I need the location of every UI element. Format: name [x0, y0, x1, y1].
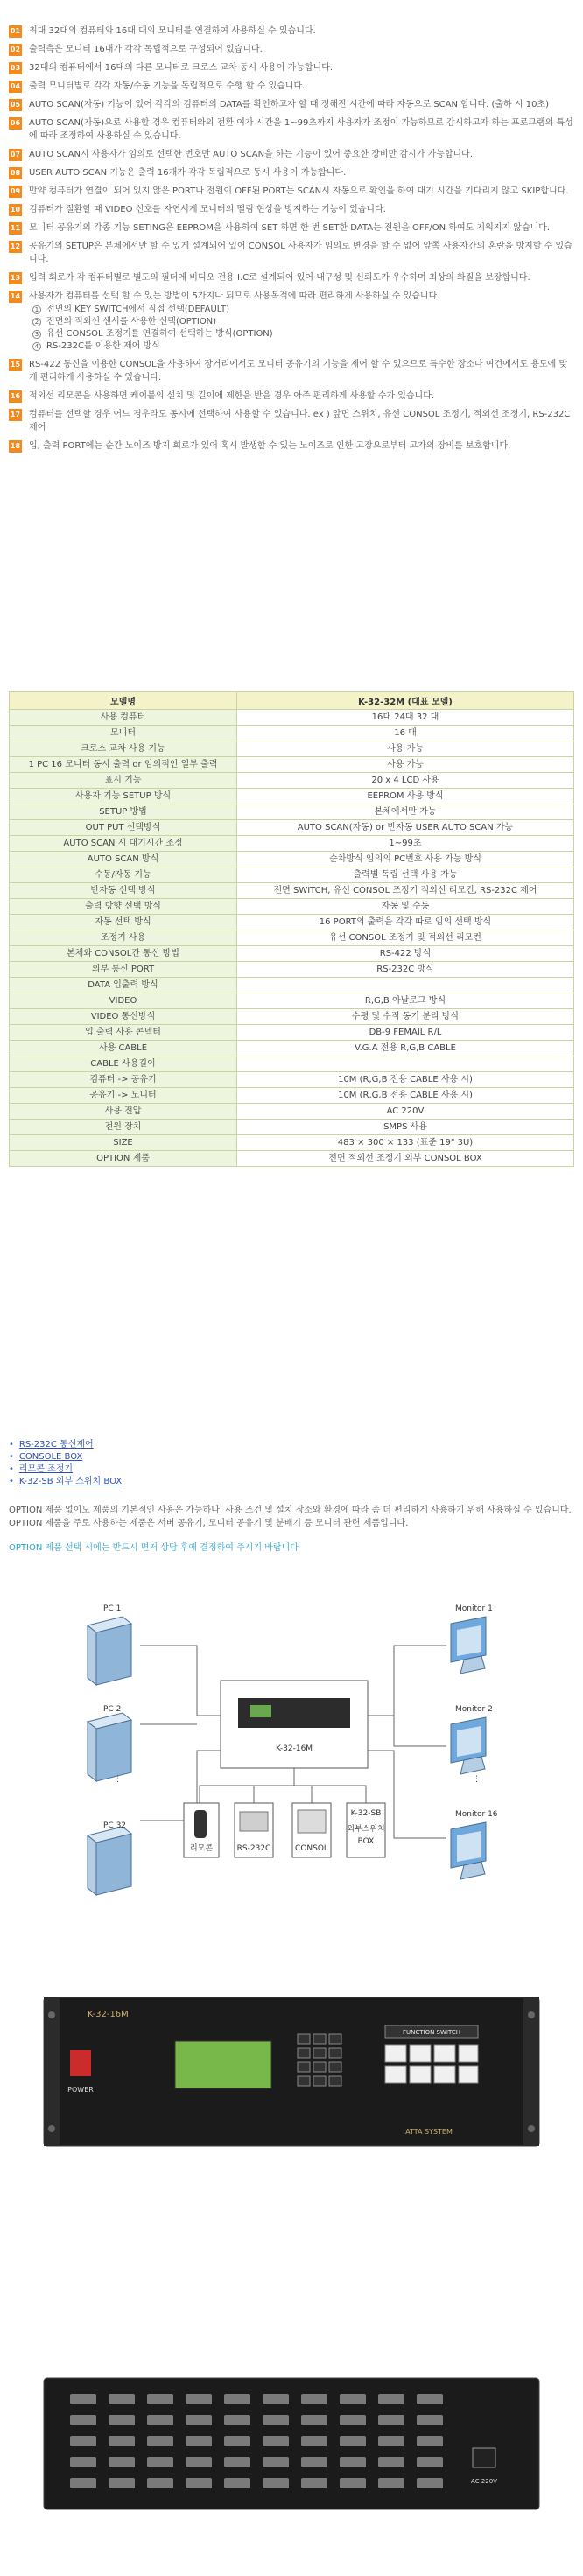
feature-item	[9, 221, 574, 235]
spec-row	[10, 741, 574, 757]
feature-sub-list	[29, 304, 439, 353]
spec-label: 표시 기능	[10, 773, 237, 789]
circled-number-icon: 3	[32, 330, 41, 339]
feature-item	[9, 185, 574, 198]
spec-value: 1~99초	[237, 836, 574, 852]
svg-text:BOX: BOX	[357, 1837, 375, 1846]
spec-value: R,G,B 아날로그 방식	[237, 993, 574, 1009]
rear-panel-photo	[35, 2361, 548, 2527]
spec-row	[10, 962, 574, 978]
vga-port-icon	[301, 2436, 327, 2446]
power-switch-icon	[70, 2050, 91, 2076]
spec-value: AC 220V	[237, 1104, 574, 1120]
monitor-2-icon	[451, 1717, 486, 1774]
vga-port-icon	[378, 2436, 404, 2446]
feature-list	[9, 25, 574, 458]
spec-label: AUTO SCAN 시 대기시간 조정	[10, 836, 237, 852]
spec-row	[10, 930, 574, 946]
vga-port-icon	[186, 2415, 212, 2425]
feature-number-badge: 09	[9, 186, 22, 198]
spec-label: 본체와 CONSOL간 통신 방법	[10, 946, 237, 962]
spec-row	[10, 1041, 574, 1056]
vga-port-icon	[417, 2436, 443, 2446]
circled-number-icon: 1	[32, 305, 41, 314]
vga-port-icon	[263, 2457, 289, 2467]
rear-voltage-label: AC 220V	[471, 2478, 497, 2485]
front-panel-photo	[35, 1980, 548, 2164]
spec-row	[10, 1104, 574, 1120]
vga-port-icon	[263, 2415, 289, 2425]
brand-label: ATTA SYSTEM	[405, 2128, 453, 2136]
spec-table-header	[10, 692, 574, 710]
spec-label: 사용 CABLE	[10, 1041, 237, 1056]
monitor-2-label: Monitor 2	[455, 1705, 493, 1714]
spec-label: OPTION 제품	[10, 1151, 237, 1167]
feature-text: 출력 모니터별로 각각 자동/수동 기능을 독립적으로 수행 할 수 있습니다.	[29, 81, 306, 91]
feature-text: 컴퓨터가 절환할 때 VIDEO 신호를 자연서게 모니터의 떨림 현상을 방지하는 기능이 있습니다.	[29, 205, 386, 214]
feature-item	[9, 25, 574, 38]
feature-sub-item	[29, 340, 439, 353]
vga-port-icon	[378, 2394, 404, 2404]
spec-label: OUT PUT 선택방식	[10, 820, 237, 836]
bullet-icon: •	[9, 1477, 14, 1486]
feature-text: 컴퓨터를 선택할 경우 어느 경우라도 동시에 선택하여 사용할 수 있습니다. ex ) 앞면 스위치, 유선 CONSOL 조정기, 적외선 조정기, RS-232C제어	[29, 410, 571, 432]
connection-diagram	[0, 1584, 583, 1961]
spec-value: SMPS 사용	[237, 1120, 574, 1135]
spec-value: 출력별 독립 선택 사용 가능	[237, 867, 574, 883]
feature-sub-text: 전면의 KEY SWITCH에서 직접 선택(DEFAULT)	[46, 305, 229, 314]
spec-row	[10, 978, 574, 993]
vga-port-icon	[301, 2415, 327, 2425]
feature-sub-text: 전면의 적외선 센서를 사용한 선택(OPTION)	[46, 317, 217, 326]
spec-label: 수동/자동 기능	[10, 867, 237, 883]
vga-port-icon	[109, 2478, 135, 2488]
circled-number-icon: 4	[32, 342, 41, 351]
feature-sub-item	[29, 328, 439, 340]
spec-row	[10, 820, 574, 836]
vga-port-icon	[301, 2394, 327, 2404]
vga-port-icon	[147, 2415, 173, 2425]
option-link-item	[9, 1439, 574, 1451]
spec-value: 전면 적외선 조정기 외부 CONSOL BOX	[237, 1151, 574, 1167]
rs232c-label: RS-232C	[236, 1844, 271, 1853]
spec-row	[10, 1135, 574, 1151]
feature-item	[9, 166, 574, 179]
function-switch-label: FUNCTION SWITCH	[402, 2029, 461, 2036]
svg-text:K-32-SB: K-32-SB	[350, 1809, 382, 1818]
feature-item	[9, 80, 574, 93]
spec-header-model: K-32-32M (대표 모델)	[237, 692, 574, 710]
feature-number-badge: 02	[9, 44, 22, 56]
feature-text: 공유기의 SETUP은 본체에서만 할 수 있게 설계되어 있어 CONSOL 사용자가 임의로 변경을 할 수 없어 앞쪽 사용자간의 혼란을 방지할 수 있습니다.	[29, 242, 572, 264]
pc-1-label: PC 1	[103, 1604, 122, 1613]
vga-port-icon	[417, 2457, 443, 2467]
pc-32-icon	[88, 1827, 131, 1895]
vga-port-icon	[70, 2394, 96, 2404]
feature-text: RS-422 통신을 이용한 CONSOL을 사용하여 장거리에서도 모니터 공유기의 기능을 제어 할 수 있으므로 특수한 장소나 여건에서도 용도에 맞게 편리하게 사용하실 수 있습니다.	[29, 360, 568, 383]
spec-value: 사용 가능	[237, 741, 574, 757]
feature-number-badge: 07	[9, 149, 22, 161]
spec-value: 10M (R,G,B 전용 CABLE 사용 시)	[237, 1072, 574, 1088]
vga-port-icon	[109, 2457, 135, 2467]
vga-port-icon	[224, 2394, 250, 2404]
feature-number-badge: 15	[9, 359, 22, 371]
feature-item	[9, 390, 574, 403]
feature-text: 출력측은 모니터 16대가 각각 독립적으로 구성되어 있습니다.	[29, 45, 263, 54]
vga-port-icon	[109, 2415, 135, 2425]
feature-number-badge: 03	[9, 62, 22, 74]
vga-port-icon	[186, 2436, 212, 2446]
bullet-icon: •	[9, 1452, 14, 1462]
vga-port-icon	[109, 2436, 135, 2446]
vga-port-icon	[109, 2394, 135, 2404]
spec-table	[9, 691, 574, 1167]
feature-text: AUTO SCAN(자동) 기능이 있어 각각의 컴퓨터의 DATA를 확인하고자 할 때 정해진 시간에 따라 자동으로 SCAN 합니다. (출하 시 10초)	[29, 100, 549, 109]
feature-number-badge: 17	[9, 409, 22, 421]
pc-1-icon	[88, 1617, 131, 1685]
spec-label: SIZE	[10, 1135, 237, 1151]
vga-port-icon	[70, 2436, 96, 2446]
consol-icon	[298, 1810, 326, 1833]
spec-row	[10, 883, 574, 899]
option-link-item	[9, 1476, 574, 1488]
vga-port-icon	[340, 2436, 366, 2446]
monitor-1-icon	[451, 1617, 486, 1674]
spec-value: 16 PORT의 출력을 각각 따로 임의 선택 방식	[237, 915, 574, 930]
spec-label: 반자동 선택 방식	[10, 883, 237, 899]
spec-value: 순차방식 임의의 PC번호 사용 가능 방식	[237, 852, 574, 867]
vga-port-icon	[378, 2478, 404, 2488]
lcd-display	[175, 2041, 271, 2088]
feature-number-badge: 01	[9, 25, 22, 38]
vga-port-icon	[224, 2415, 250, 2425]
bullet-icon: •	[9, 1440, 14, 1449]
feature-text: 사용자가 컴퓨터를 선택 할 수 있는 방법이 5가지나 되므로 사용목적에 따라 편리하게 사용하실 수 있습니다.	[29, 291, 440, 301]
pc-2-label: PC 2	[103, 1705, 122, 1714]
spec-row	[10, 867, 574, 883]
spec-header-label: 모델명	[10, 692, 237, 710]
feature-number-badge: 13	[9, 272, 22, 284]
spec-label: VIDEO 통신방식	[10, 1009, 237, 1025]
front-model-label: K-32-16M	[88, 2010, 129, 2019]
spec-value: 16대 24대 32 대	[237, 710, 574, 726]
feature-text: 모니터 공유기의 각종 기능 SETING은 EEPROM을 사용하여 SET 하면 한 번 SET한 DATA는 전원을 OFF/ON 하여도 지워지지 않습니다.	[29, 223, 551, 233]
vga-port-icon	[147, 2436, 173, 2446]
feature-text: 입, 출력 PORT에는 순간 노이즈 방지 회로가 있어 혹시 발생할 수 있는 노이즈로 인한 고장으로부터 고가의 장비를 보호합니다.	[29, 441, 511, 451]
spec-row	[10, 1009, 574, 1025]
spec-label: 사용 전압	[10, 1104, 237, 1120]
feature-number-badge: 11	[9, 222, 22, 235]
monitor-16-icon	[451, 1822, 486, 1879]
spec-row	[10, 804, 574, 820]
feature-number-badge: 08	[9, 167, 22, 179]
feature-item	[9, 271, 574, 284]
power-socket-icon	[473, 2448, 495, 2467]
feature-number-badge: 18	[9, 440, 22, 453]
spec-label: 조정기 사용	[10, 930, 237, 946]
feature-item	[9, 98, 574, 111]
spec-row	[10, 915, 574, 930]
feature-text: 만약 컴퓨터가 연결이 되어 있지 않은 PORT나 전원이 OFF된 PORT는 SCAN시 자동으로 확인을 하여 대기 시간을 기다리지 않고 SKIP합니다.	[29, 186, 569, 196]
option-link-item	[9, 1451, 574, 1463]
feature-sub-item	[29, 316, 439, 328]
feature-item	[9, 61, 574, 74]
vertical-dots: ⋮	[114, 1775, 122, 1784]
spec-label: 크로스 교차 사용 기능	[10, 741, 237, 757]
spec-value	[237, 978, 574, 993]
spec-row	[10, 993, 574, 1009]
spec-label: 사용자 기능 SETUP 방식	[10, 789, 237, 804]
feature-number-badge: 12	[9, 241, 22, 253]
spec-row	[10, 789, 574, 804]
spec-row	[10, 757, 574, 773]
spec-row	[10, 1120, 574, 1135]
vga-port-icon	[224, 2436, 250, 2446]
monitor-16-label: Monitor 16	[455, 1810, 498, 1819]
option-link-console-box[interactable]: CONSOLE BOX	[18, 1452, 83, 1462]
feature-item	[9, 148, 574, 161]
feature-number-badge: 16	[9, 390, 22, 403]
bullet-icon: •	[9, 1464, 14, 1474]
feature-item	[9, 358, 574, 384]
feature-number-badge: 10	[9, 204, 22, 216]
spec-label: AUTO SCAN 방식	[10, 852, 237, 867]
spec-row	[10, 899, 574, 915]
option-note: OPTION 제품 선택 시에는 반드시 면저 상담 후에 결정하여 주시기 바랍니다	[9, 1543, 299, 1553]
consol-label: CONSOL	[295, 1844, 328, 1853]
feature-number-badge: 14	[9, 291, 22, 303]
spec-row	[10, 946, 574, 962]
vga-port-icon	[263, 2394, 289, 2404]
spec-value: 자동 및 수동	[237, 899, 574, 915]
feature-item	[9, 240, 574, 266]
vga-port-icon	[70, 2415, 96, 2425]
rs232c-icon	[240, 1812, 268, 1831]
feature-text: 적외선 리모콘을 사용하면 케이블의 설치 및 길이에 제한을 받을 경우 아주 편리하게 사용할 수가 있습니다.	[29, 391, 435, 401]
feature-item	[9, 290, 574, 353]
vga-port-icon	[378, 2415, 404, 2425]
monitor-1-label: Monitor 1	[455, 1604, 493, 1613]
vga-port-icon	[70, 2478, 96, 2488]
feature-text: AUTO SCAN(자동)으로 사용할 경우 컴퓨터와의 전환 여가 시간을 1~99초까지 사용자가 조정이 가능하므로 감시하고자 하는 프로그램의 특성에 따라 조정하여 사용하실 수 있습니다.	[29, 118, 573, 141]
option-description: OPTION 제품 없이도 제품의 기본적인 사용은 가능하나, 사용 조건 및 설치 장소와 환경에 따라 좀 더 편리하게 사용하기 위해 사용하실 수 있습니다. OPTION 제품을 주로 사용하는 제품은 서버 공유기, 모니터 공유기 및 분배기 등 모니터 관련 제품입니다.	[9, 1506, 572, 1528]
option-link-list	[9, 1439, 574, 1488]
spec-value: 10M (R,G,B 전용 CABLE 사용 시)	[237, 1088, 574, 1104]
power-label: POWER	[67, 2086, 94, 2094]
vga-port-icon	[224, 2457, 250, 2467]
spec-row	[10, 852, 574, 867]
feature-text: AUTO SCAN시 사용자가 임의로 선택한 번호만 AUTO SCAN을 하는 기능이 있어 중요한 장비만 감시가 가능합니다.	[29, 150, 474, 159]
spec-value: 20 x 4 LCD 사용	[237, 773, 574, 789]
spec-label: SETUP 방법	[10, 804, 237, 820]
vga-port-icon	[224, 2478, 250, 2488]
option-link-switch-box[interactable]: K-32-SB 외부 스위치 BOX	[18, 1477, 123, 1486]
vga-port-icon	[70, 2457, 96, 2467]
spec-label: 1 PC 16 모니터 동시 출력 or 임의적인 일부 출력	[10, 757, 237, 773]
feature-sub-item	[29, 304, 439, 316]
spec-value: 유선 CONSOL 조정기 및 적외선 리모컨	[237, 930, 574, 946]
options-section	[9, 1439, 574, 1555]
vga-port-icon	[301, 2478, 327, 2488]
vga-port-icon	[186, 2478, 212, 2488]
pc-2-icon	[88, 1713, 131, 1781]
spec-row	[10, 773, 574, 789]
svg-text:외부스위치: 외부스위치	[347, 1825, 385, 1834]
spec-label: 외부 통신 PORT	[10, 962, 237, 978]
spec-value: 사용 가능	[237, 757, 574, 773]
spec-row	[10, 1088, 574, 1104]
option-link-rs232c[interactable]: RS-232C 통신제어	[18, 1440, 94, 1449]
spec-value: AUTO SCAN(자동) or 반자동 USER AUTO SCAN 가능	[237, 820, 574, 836]
center-unit-label: K-32-16M	[275, 1744, 313, 1753]
remote-icon	[194, 1810, 207, 1838]
spec-row	[10, 1151, 574, 1167]
spec-value: V.G.A 전용 R,G,B CABLE	[237, 1041, 574, 1056]
vga-port-icon	[263, 2436, 289, 2446]
vga-port-icon	[147, 2478, 173, 2488]
spec-value: RS-232C 방식	[237, 962, 574, 978]
pc-32-label: PC 32	[103, 1821, 127, 1830]
spec-value: RS-422 방식	[237, 946, 574, 962]
feature-sub-text: 유선 CONSOL 조정기를 연결하여 선택하는 방식(OPTION)	[46, 329, 273, 339]
option-link-remote[interactable]: 리모콘 조정기	[18, 1464, 74, 1474]
feature-item	[9, 203, 574, 216]
spec-label: 컴퓨터 -> 공유기	[10, 1072, 237, 1088]
feature-number-badge: 04	[9, 81, 22, 93]
feature-item	[9, 116, 574, 143]
spec-label: 출력 방향 선택 방식	[10, 899, 237, 915]
vga-port-icon	[340, 2394, 366, 2404]
spec-value: EEPROM 사용 방식	[237, 789, 574, 804]
spec-value: DB-9 FEMAIL R/L	[237, 1025, 574, 1041]
vga-port-icon	[340, 2457, 366, 2467]
vga-port-icon	[147, 2457, 173, 2467]
spec-label: 자동 선택 방식	[10, 915, 237, 930]
spec-label: 사용 컴퓨터	[10, 710, 237, 726]
feature-text: 32대의 컴퓨터에서 16대의 다른 모니터로 크로스 교차 동시 사용이 가능합니다.	[29, 63, 334, 73]
feature-text: USER AUTO SCAN 기능은 출력 16개가 각각 독립적으로 동시 사용이 가능합니다.	[29, 168, 347, 178]
vga-port-icon	[186, 2457, 212, 2467]
spec-row	[10, 726, 574, 741]
spec-label: 전원 장치	[10, 1120, 237, 1135]
vga-port-icon	[378, 2457, 404, 2467]
spec-label: CABLE 사용길이	[10, 1056, 237, 1072]
spec-label: VIDEO	[10, 993, 237, 1009]
spec-value: 16 대	[237, 726, 574, 741]
spec-row	[10, 1072, 574, 1088]
feature-sub-text: RS-232C를 이용한 제어 방식	[46, 341, 160, 351]
vga-port-icon	[147, 2394, 173, 2404]
spec-value: 수평 및 수직 동기 분리 방식	[237, 1009, 574, 1025]
feature-number-badge: 05	[9, 99, 22, 111]
spec-value: 전면 SWITCH, 유선 CONSOL 조정기 적외선 리모컨, RS-232C 제어	[237, 883, 574, 899]
feature-item	[9, 43, 574, 56]
spec-value: 본체에서만 가능	[237, 804, 574, 820]
circled-number-icon: 2	[32, 318, 41, 326]
spec-label: 모니터	[10, 726, 237, 741]
remote-label: 리모콘	[189, 1844, 214, 1853]
spec-value	[237, 1056, 574, 1072]
vga-port-icon	[340, 2415, 366, 2425]
spec-label: 입,출력 사용 콘넥터	[10, 1025, 237, 1041]
feature-text: 최대 32대의 컴퓨터와 16대 대의 모니터를 연결하여 사용하실 수 있습니다.	[29, 26, 316, 36]
vga-port-icon	[301, 2457, 327, 2467]
spec-label: 공유기 -> 모니터	[10, 1088, 237, 1104]
vga-port-icon	[417, 2415, 443, 2425]
vga-port-icon	[417, 2394, 443, 2404]
spec-row	[10, 836, 574, 852]
spec-row	[10, 1056, 574, 1072]
feature-item	[9, 439, 574, 453]
spec-row	[10, 710, 574, 726]
feature-item	[9, 408, 574, 434]
vga-port-icon	[340, 2478, 366, 2488]
vga-port-icon	[417, 2478, 443, 2488]
spec-row	[10, 1025, 574, 1041]
spec-value: 483 × 300 × 133 (표준 19" 3U)	[237, 1135, 574, 1151]
feature-number-badge: 06	[9, 117, 22, 130]
option-link-item	[9, 1463, 574, 1476]
vertical-dots: ⋮	[473, 1775, 481, 1784]
spec-label: DATA 입출력 방식	[10, 978, 237, 993]
vga-port-icon	[263, 2478, 289, 2488]
vga-port-icon	[186, 2394, 212, 2404]
feature-text: 입력 회로가 각 컴퓨터별로 별도의 필더에 비디오 전용 I.C로 설계되어 있어 내구성 및 신뢰도가 우수하며 최상의 화질을 보장합니다.	[29, 273, 530, 283]
